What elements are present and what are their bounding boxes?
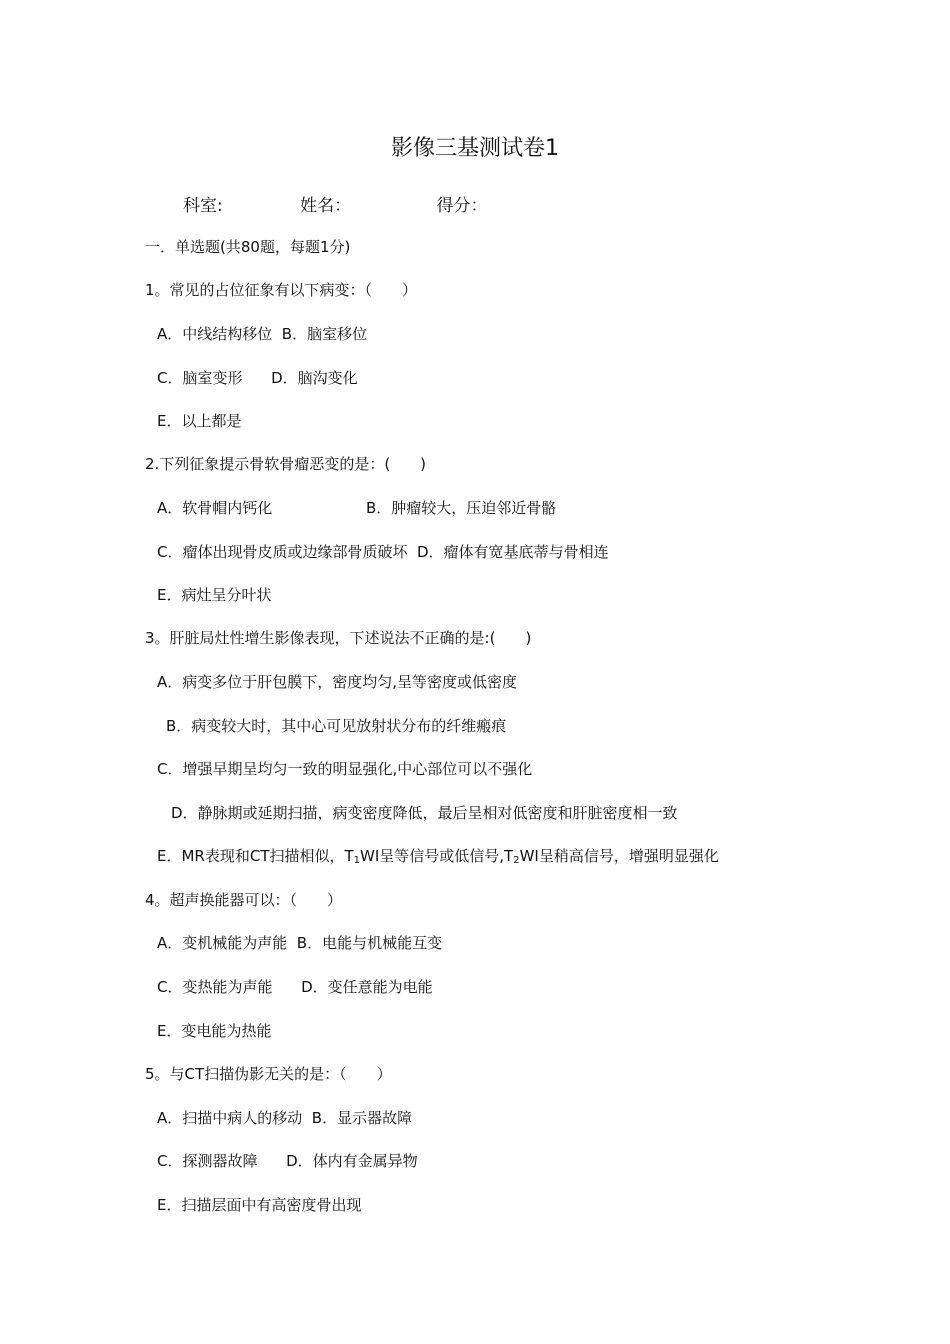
header-fields [183, 193, 488, 219]
option-text: WI呈等信号或低信号,T [360, 847, 514, 865]
option-line: C．脑室变形 D．脑沟变化 [157, 369, 358, 387]
option-line: E．扫描层面中有高密度骨出现 [157, 1196, 362, 1214]
option-line: B．病变较大时，其中心可见放射状分布的纤维瘢痕 [166, 717, 507, 735]
department-field: 科室: [183, 196, 223, 216]
option-line: A．病变多位于肝包膜下，密度均匀,呈等密度或低密度 [157, 673, 518, 691]
question-stem: 4。超声换能器可以：（ ） [145, 891, 343, 909]
question-stem: 3。肝脏局灶性增生影像表现，下述说法不正确的是:( ) [145, 629, 532, 647]
option-line: C．瘤体出现骨皮质或边缘部骨质破坏 D．瘤体有宽基底蒂与骨相连 [157, 543, 609, 561]
option-line: A．软骨帽内钙化 [157, 499, 273, 517]
page-title: 影像三基测试卷1 [391, 136, 559, 161]
option-line: A．扫描中病人的移动 B．显示器故障 [157, 1109, 413, 1127]
option-text: E．MR表现和CT扫描相似，T [157, 847, 354, 865]
option-line: A．变机械能为声能 B．电能与机械能互变 [157, 934, 443, 952]
question-stem: 1。常见的占位征象有以下病变：（ ） [145, 281, 418, 299]
option-line: E．以上都是 [157, 412, 242, 430]
option-line: B．肿瘤较大，压迫邻近骨骼 [366, 499, 557, 517]
subscript: 1 [353, 855, 361, 866]
option-line: E．病灶呈分叶状 [157, 586, 272, 604]
section-heading: 一．单选题(共80题，每题1分) [145, 238, 351, 256]
name-field: 姓名： [300, 196, 352, 216]
option-line: D．静脉期或延期扫描，病变密度降低，最后呈相对低密度和肝脏密度相一致 [171, 804, 678, 822]
option-line: C．变热能为声能 D．变任意能为电能 [157, 978, 433, 996]
option-text: WI呈稍高信号，增强明显强化 [519, 847, 719, 865]
score-field: 得分： [436, 196, 488, 216]
question-stem: 2.下列征象提示骨软骨瘤恶变的是：( ) [145, 455, 427, 473]
option-line: C．增强早期呈均匀一致的明显强化,中心部位可以不强化 [157, 760, 533, 778]
option-line: E．变电能为热能 [157, 1022, 272, 1040]
subscript: 2 [513, 855, 520, 866]
question-stem: 5。与CT扫描伪影无关的是：（ ） [145, 1065, 392, 1083]
option-line: C．探测器故障 D．体内有金属异物 [157, 1152, 418, 1170]
option-line: A．中线结构移位 B．脑室移位 [157, 325, 368, 343]
option-line-e [157, 845, 719, 867]
